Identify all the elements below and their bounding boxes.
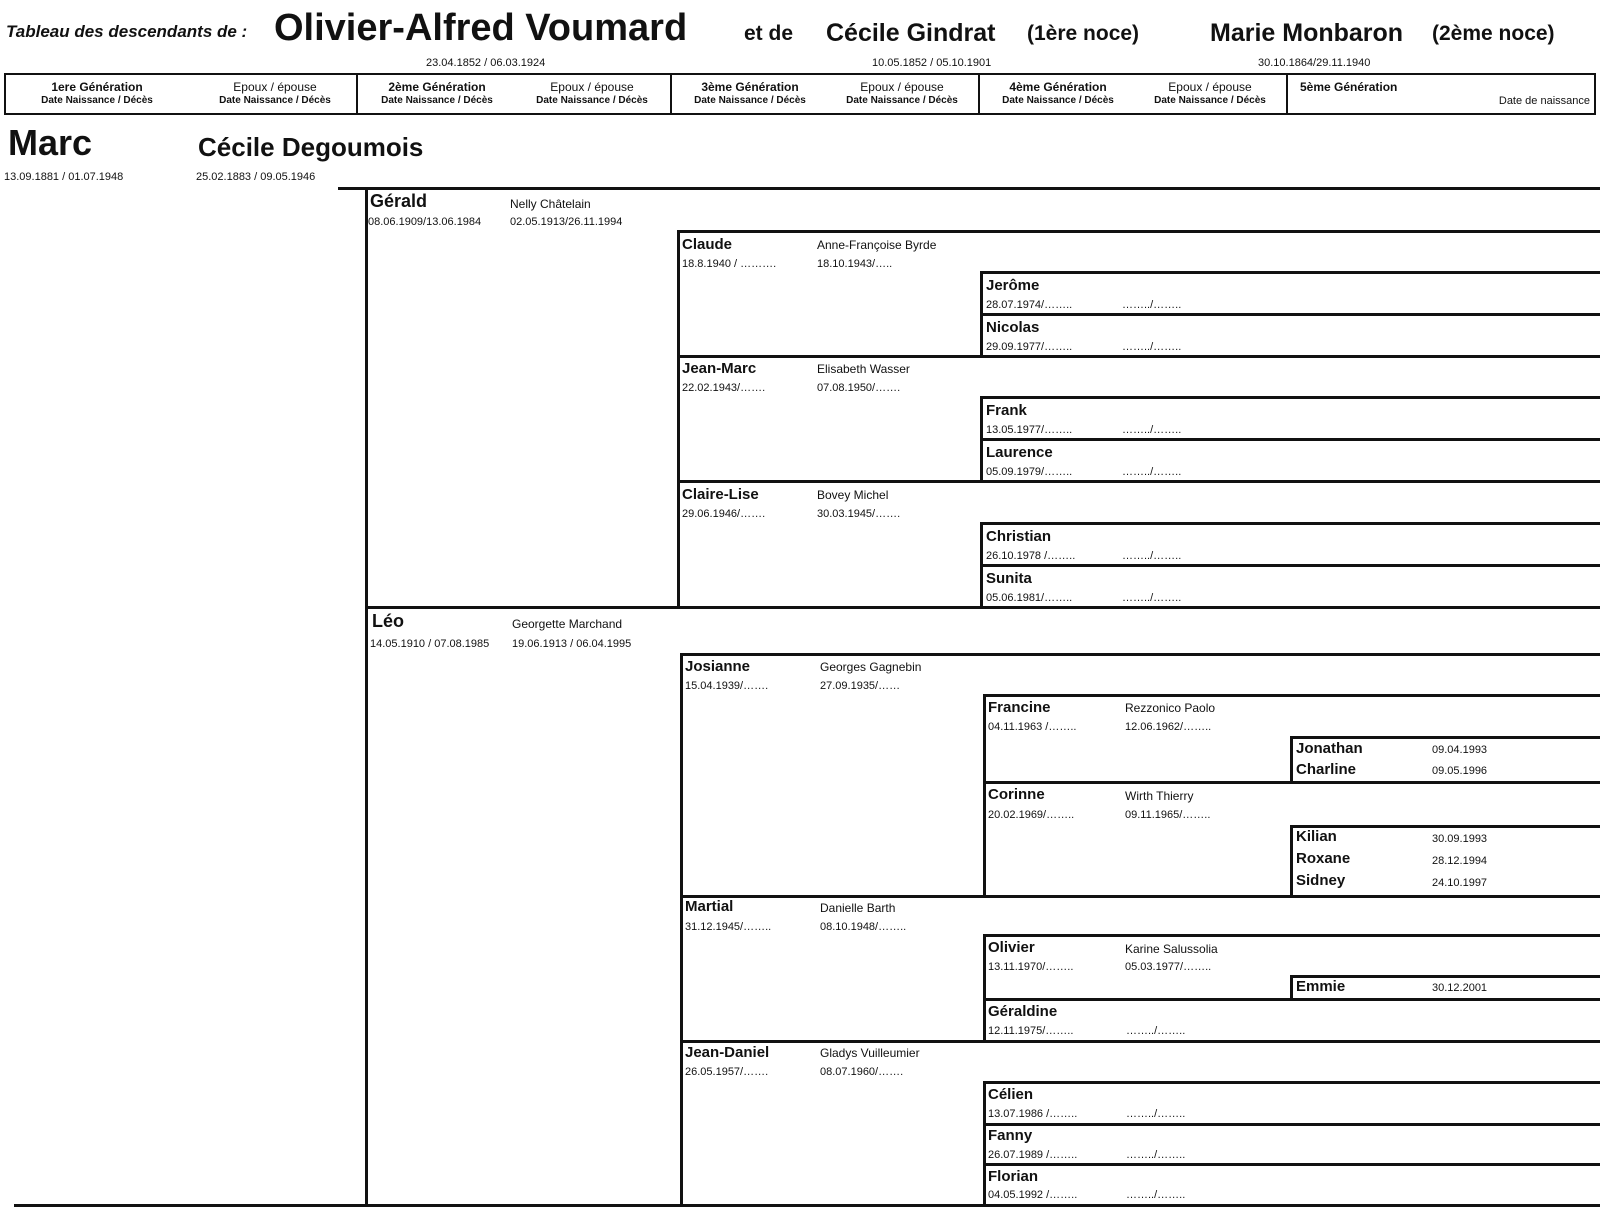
celien-spouse-dates: ……../……..	[1126, 1108, 1186, 1120]
josianne-spouse: Georges Gagnebin	[820, 660, 922, 674]
jeandaniel-dates: 26.05.1957/…….	[685, 1066, 769, 1078]
column-header-spouse4: Epoux / épouse Date Naissance / Décès	[1154, 80, 1266, 106]
root-name: Olivier-Alfred Voumard	[274, 7, 688, 49]
column-header-gen5: 5ème Génération	[1300, 80, 1398, 94]
roxane-name: Roxane	[1296, 850, 1351, 867]
leo-spouse: Georgette Marchand	[512, 617, 623, 631]
claude-name: Claude	[682, 236, 733, 253]
leo-name: Léo	[372, 611, 405, 631]
laurence-name: Laurence	[986, 444, 1053, 461]
column-header-spouse1: Epoux / épouse Date Naissance / Décès	[219, 80, 331, 106]
emmie-name: Emmie	[1296, 978, 1346, 995]
florian-name: Florian	[988, 1168, 1039, 1185]
martial-dates: 31.12.1945/……..	[685, 921, 772, 933]
wife2-name: Marie Monbaron	[1210, 19, 1404, 47]
jeandaniel-name: Jean-Daniel	[685, 1044, 770, 1061]
corinne-spouse-dates: 09.11.1965/……..	[1125, 809, 1211, 821]
column-header-gen5-sub: Date de naissance	[1498, 95, 1590, 107]
column-header-gen3: 3ème Génération Date Naissance / Décès	[694, 80, 806, 106]
clairelise-name: Claire-Lise	[682, 486, 759, 503]
jeandaniel-spouse-dates: 08.07.1960/…….	[820, 1066, 904, 1078]
jeanmarc-spouse: Elisabeth Wasser	[817, 362, 910, 376]
celien-name: Célien	[988, 1086, 1034, 1103]
gen1-dates: 13.09.1881 / 01.07.1948	[4, 171, 124, 183]
wife1-dates: 10.05.1852 / 05.10.1901	[872, 57, 992, 69]
jeanmarc-spouse-dates: 07.08.1950/…….	[817, 382, 901, 394]
frank-name: Frank	[986, 402, 1027, 419]
florian-dates: 04.05.1992 /……..	[988, 1189, 1078, 1201]
sidney-date: 24.10.1997	[1432, 877, 1488, 889]
roxane-date: 28.12.1994	[1432, 855, 1488, 867]
corinne-name: Corinne	[988, 786, 1045, 803]
leo-spouse-dates: 19.06.1913 / 06.04.1995	[512, 638, 632, 650]
wife1-name: Cécile Gindrat	[826, 19, 996, 47]
martial-name: Martial	[685, 898, 734, 915]
clairelise-spouse: Bovey Michel	[817, 488, 889, 502]
fanny-name: Fanny	[988, 1127, 1033, 1144]
header-label: Tableau des descendants de :	[6, 22, 248, 41]
jeandaniel-spouse: Gladys Vuilleumier	[820, 1046, 920, 1060]
jerome-name: Jerôme	[986, 277, 1040, 294]
sunita-name: Sunita	[986, 570, 1032, 587]
laurence-spouse-dates: ……../……..	[1122, 466, 1182, 478]
josianne-dates: 15.04.1939/…….	[685, 680, 769, 692]
celien-dates: 13.07.1986 /……..	[988, 1108, 1078, 1120]
sunita-spouse-dates: ……../……..	[1122, 592, 1182, 604]
olivier-name: Olivier	[988, 939, 1035, 956]
geraldine-spouse-dates: ……../……..	[1126, 1025, 1186, 1037]
gerald-spouse-dates: 02.05.1913/26.11.1994	[510, 216, 623, 228]
olivier-spouse-dates: 05.03.1977/……..	[1125, 961, 1212, 973]
sunita-dates: 05.06.1981/……..	[986, 592, 1073, 604]
fanny-dates: 26.07.1989 /……..	[988, 1149, 1078, 1161]
gen1-name: Marc	[8, 122, 93, 163]
martial-spouse-dates: 08.10.1948/……..	[820, 921, 907, 933]
claude-spouse-dates: 18.10.1943/…..	[817, 258, 893, 270]
francine-dates: 04.11.1963 /……..	[988, 721, 1077, 733]
wife1-noce: (1ère noce)	[1027, 22, 1140, 45]
geraldine-name: Géraldine	[988, 1003, 1058, 1020]
nicolas-spouse-dates: ……../……..	[1122, 341, 1182, 353]
leo-dates: 14.05.1910 / 07.08.1985	[370, 638, 490, 650]
christian-spouse-dates: ……../……..	[1122, 550, 1182, 562]
header-connector: et de	[744, 22, 794, 45]
francine-spouse-dates: 12.06.1962/……..	[1125, 721, 1212, 733]
column-header-spouse3: Epoux / épouse Date Naissance / Décès	[846, 80, 958, 106]
jeanmarc-name: Jean-Marc	[682, 360, 757, 377]
claude-dates: 18.8.1940 / ……….	[682, 258, 777, 270]
gerald-dates: 08.06.1909/13.06.1984	[368, 216, 482, 228]
emmie-date: 30.12.2001	[1432, 982, 1488, 994]
column-header-gen4: 4ème Génération Date Naissance / Décès	[1002, 80, 1114, 106]
nicolas-name: Nicolas	[986, 319, 1040, 336]
gerald-spouse: Nelly Châtelain	[510, 197, 591, 211]
kilian-date: 30.09.1993	[1432, 833, 1488, 845]
josianne-name: Josianne	[685, 658, 751, 675]
olivier-dates: 13.11.1970/……..	[988, 961, 1074, 973]
nicolas-dates: 29.09.1977/……..	[986, 341, 1073, 353]
clairelise-dates: 29.06.1946/…….	[682, 508, 766, 520]
root-dates: 23.04.1852 / 06.03.1924	[426, 57, 546, 69]
column-header-spouse2: Epoux / épouse Date Naissance / Décès	[536, 80, 648, 106]
jonathan-date: 09.04.1993	[1432, 744, 1488, 756]
clairelise-spouse-dates: 30.03.1945/…….	[817, 508, 901, 520]
frank-dates: 13.05.1977/……..	[986, 424, 1073, 436]
fanny-spouse-dates: ……../……..	[1126, 1149, 1186, 1161]
sidney-name: Sidney	[1296, 872, 1346, 889]
charline-name: Charline	[1296, 761, 1357, 778]
laurence-dates: 05.09.1979/……..	[986, 466, 1073, 478]
charline-date: 09.05.1996	[1432, 765, 1488, 777]
corinne-spouse: Wirth Thierry	[1125, 789, 1194, 803]
wife2-dates: 30.10.1864/29.11.1940	[1258, 57, 1371, 69]
frank-spouse-dates: ……../……..	[1122, 424, 1182, 436]
jeanmarc-dates: 22.02.1943/…….	[682, 382, 766, 394]
jerome-spouse-dates: ……../……..	[1122, 299, 1182, 311]
kilian-name: Kilian	[1296, 828, 1337, 845]
florian-spouse-dates: ……../……..	[1126, 1189, 1186, 1201]
claude-spouse: Anne-Françoise Byrde	[817, 238, 937, 252]
martial-spouse: Danielle Barth	[820, 901, 896, 915]
column-header-gen2: 2ème Génération Date Naissance / Décès	[381, 80, 493, 106]
jerome-dates: 28.07.1974/……..	[986, 299, 1073, 311]
gen1-spouse-dates: 25.02.1883 / 09.05.1946	[196, 171, 316, 183]
olivier-spouse: Karine Salussolia	[1125, 942, 1218, 956]
josianne-spouse-dates: 27.09.1935/……	[820, 680, 901, 692]
geraldine-dates: 12.11.1975/……..	[988, 1025, 1074, 1037]
christian-dates: 26.10.1978 /……..	[986, 550, 1076, 562]
column-header-gen1: 1ere Génération Date Naissance / Décès	[41, 80, 153, 106]
francine-name: Francine	[988, 699, 1051, 716]
gerald-name: Gérald	[370, 191, 428, 211]
gen1-spouse: Cécile Degoumois	[198, 132, 424, 162]
francine-spouse: Rezzonico Paolo	[1125, 701, 1216, 715]
jonathan-name: Jonathan	[1296, 740, 1363, 757]
christian-name: Christian	[986, 528, 1052, 545]
corinne-dates: 20.02.1969/……..	[988, 809, 1075, 821]
wife2-noce: (2ème noce)	[1432, 22, 1555, 45]
